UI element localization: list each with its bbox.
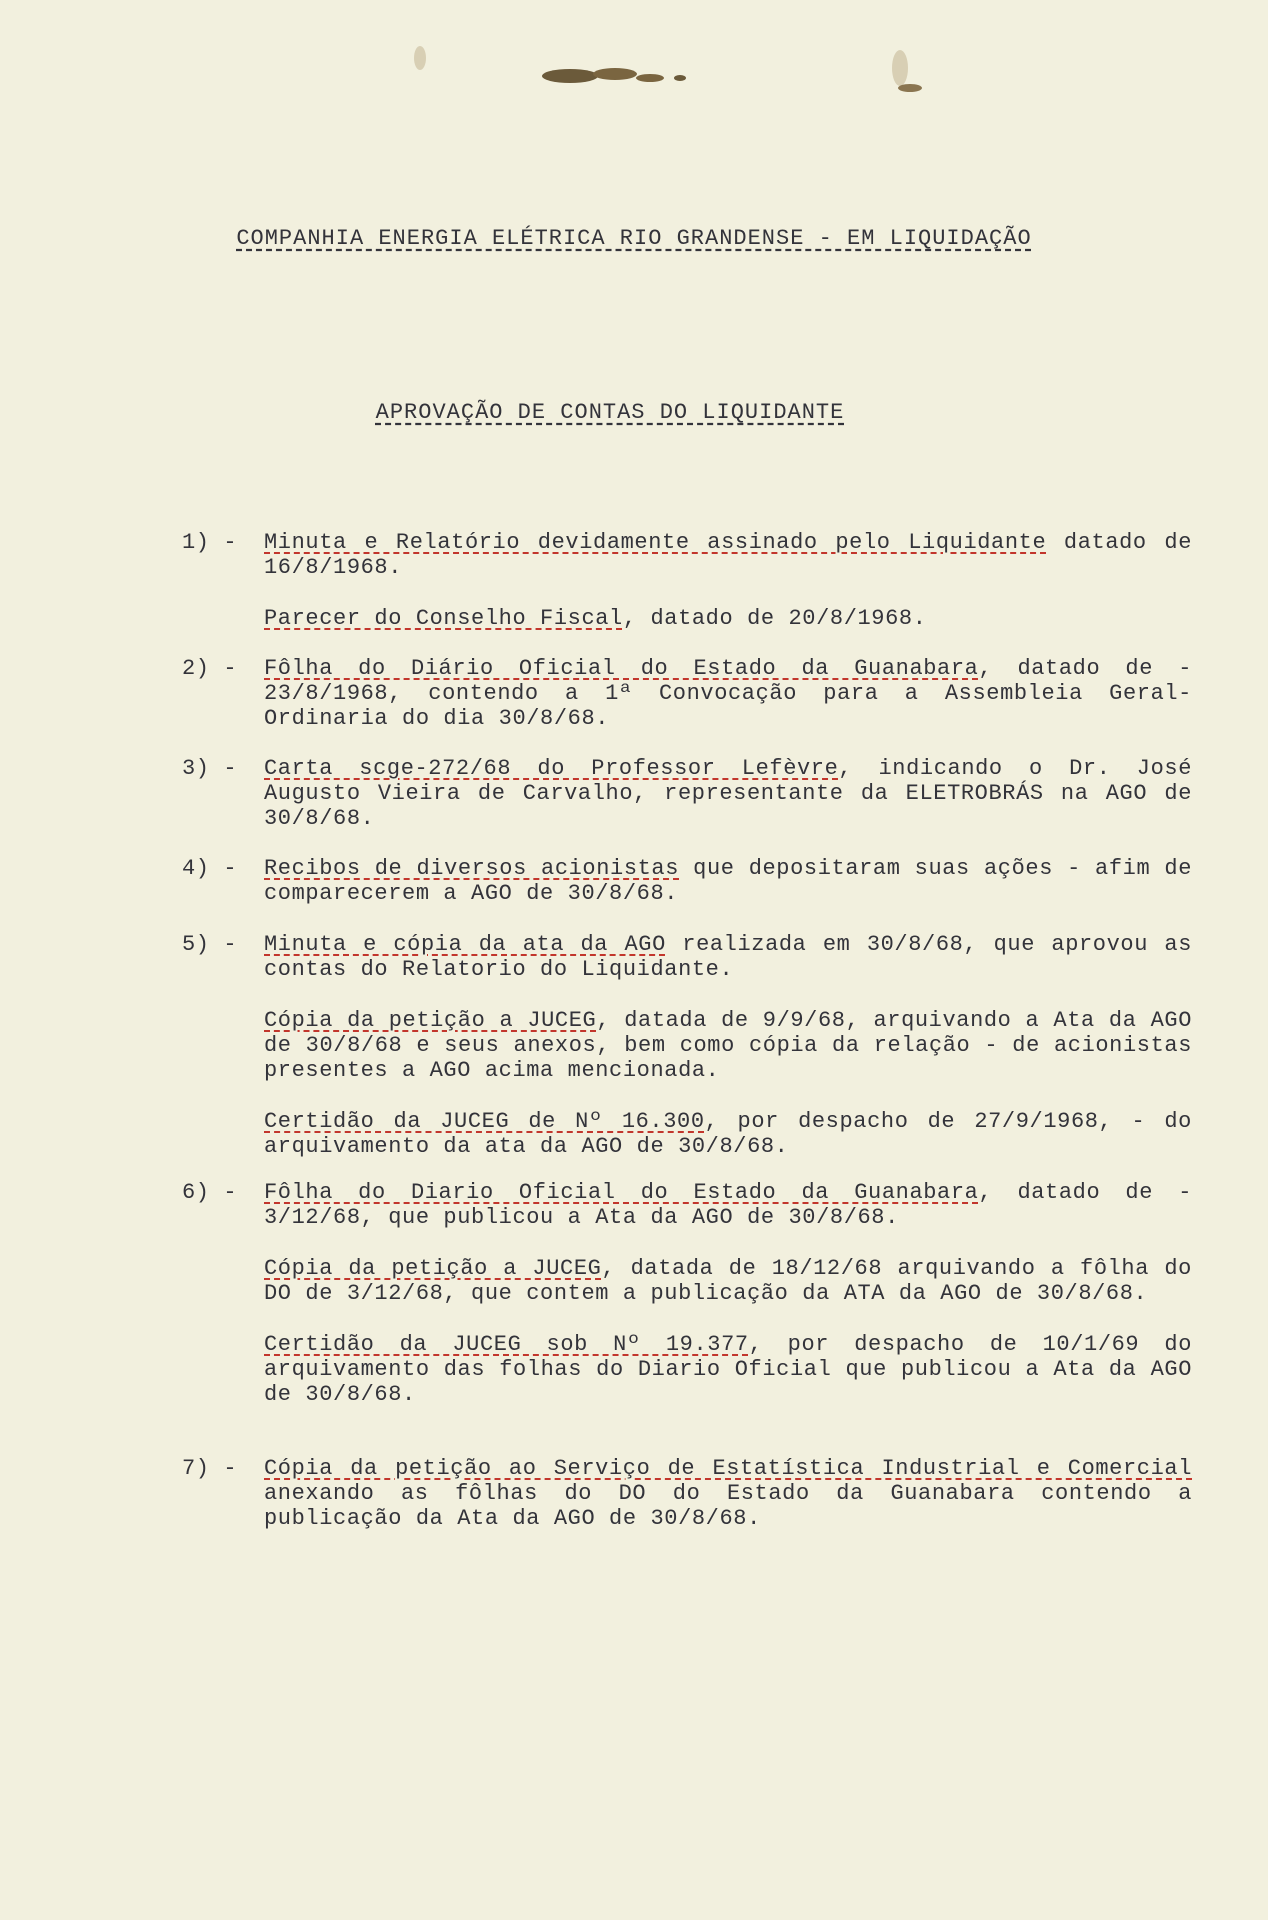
underlined-text: Certidão da JUCEG sob Nº 19.377 [264, 1332, 749, 1357]
item-number: 3) - [182, 756, 238, 781]
underlined-text: Recibos de diversos acionistas [264, 856, 680, 881]
underlined-text: Fôlha do Diário Oficial do Estado da Guanabara [264, 656, 979, 681]
body-text: , datada de 18/12/68 arquivando a fôlha do DO de 3/12/68, que contem a publicação da ATA da AGO de 30/8/68. [264, 1256, 1192, 1306]
body-text: , por despacho de 27/9/1968, - do arquivamento da ata da AGO de 30/8/68. [264, 1109, 1192, 1159]
body-text: , indicando o Dr. José Augusto Vieira de Carvalho, representante da ELETROBRÁS na AGO de 30/8/68. [264, 756, 1192, 831]
list-item-2 [182, 656, 1192, 731]
item-paragraph [264, 530, 1192, 580]
item-number: 4) - [182, 856, 238, 881]
underlined-text: Minuta e Relatório devidamente assinado pelo Liquidante [264, 530, 1047, 555]
ink-stain-mark [390, 28, 950, 108]
item-paragraph [264, 1180, 1192, 1230]
list-item-5 [182, 932, 1192, 1159]
item-number: 6) - [182, 1180, 238, 1205]
underlined-text: Carta scge-272/68 do Professor Lefèvre [264, 756, 839, 781]
item-paragraph [264, 1456, 1192, 1531]
item-paragraph [264, 1109, 1192, 1159]
underlined-text: Minuta e cópia da ata da AGO [264, 932, 666, 957]
list-item-3 [182, 756, 1192, 831]
list-item-7 [182, 1456, 1192, 1531]
body-text: datado de 16/8/1968. [264, 530, 1192, 580]
item-paragraph [264, 656, 1192, 731]
underlined-text: Cópia da petição ao Serviço de Estatística Industrial e Comercial [264, 1456, 1192, 1481]
item-paragraph [264, 606, 1192, 631]
body-text: , datado de - 23/8/1968, contendo a 1ª Convocação para a Assembleia Geral-Ordinaria do dia 30/8/68. [264, 656, 1192, 731]
body-text: , datado de - 3/12/68, que publicou a Ata da AGO de 30/8/68. [264, 1180, 1192, 1230]
body-text: que depositaram suas ações - afim de comparecerem a AGO de 30/8/68. [264, 856, 1192, 906]
list-item-4 [182, 856, 1192, 906]
underlined-text: Cópia da petição a JUCEG [264, 1008, 597, 1033]
item-number: 5) - [182, 932, 238, 957]
item-paragraph [264, 1256, 1192, 1306]
body-text: , datado de 20/8/1968. [622, 606, 927, 631]
item-number: 7) - [182, 1456, 238, 1481]
underlined-text: Parecer do Conselho Fiscal [264, 606, 623, 631]
item-paragraph [264, 1008, 1192, 1083]
company-title: COMPANHIA ENERGIA ELÉTRICA RIO GRANDENSE - EM LIQUIDAÇÃO [236, 226, 1032, 251]
subject-title: APROVAÇÃO DE CONTAS DO LIQUIDANTE [375, 400, 845, 425]
item-number: 1) - [182, 530, 238, 555]
underlined-text: Cópia da petição a JUCEG [264, 1256, 602, 1281]
item-paragraph [264, 756, 1192, 831]
item-paragraph [264, 932, 1192, 982]
list-item-1 [182, 530, 1192, 631]
underlined-text: Certidão da JUCEG de Nº 16.300 [264, 1109, 705, 1134]
underlined-text: Fôlha do Diario Oficial do Estado da Guanabara [264, 1180, 979, 1205]
list-item-6 [182, 1180, 1192, 1407]
body-text: realizada em 30/8/68, que aprovou as contas do Relatorio do Liquidante. [264, 932, 1192, 982]
body-text: , datada de 9/9/68, arquivando a Ata da AGO de 30/8/68 e seus anexos, bem como cópia da relação - de acionistas presentes a AGO acima mencionada. [264, 1008, 1192, 1083]
body-text: , por despacho de 10/1/69 do arquivamento das folhas do Diario Oficial que publicou a Ata da AGO de 30/8/68. [264, 1332, 1192, 1407]
item-number: 2) - [182, 656, 238, 681]
item-paragraph [264, 1332, 1192, 1407]
item-paragraph [264, 856, 1192, 906]
body-text: anexando as fôlhas do DO do Estado da Guanabara contendo a publicação da Ata da AGO de 30/8/68. [264, 1481, 1192, 1531]
